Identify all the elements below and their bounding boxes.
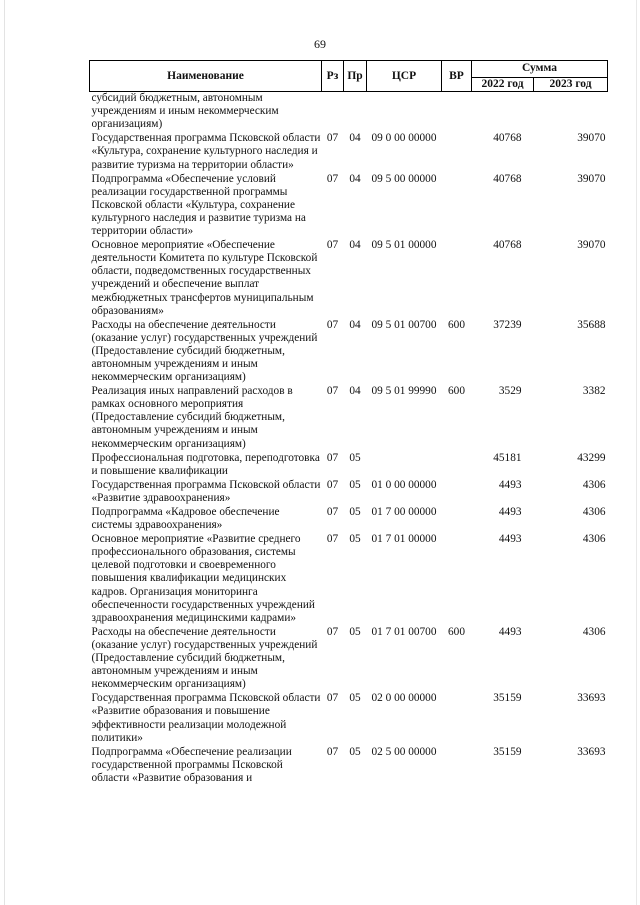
cell-y2023: 4306 [582,506,606,518]
cell-pr: 04 [349,239,361,252]
table-header [90,61,608,92]
cell-name: Государственная программа Псковской области «Развитие образования и повышение эффективности реализации молодежной политики» [91,692,321,744]
cell-rz: 07 [326,239,339,252]
cell-vr: 600 [448,385,465,398]
cell-y2023: 39070 [577,172,606,185]
cell-y2022: 4493 [498,625,522,638]
cell-csr: 02 0 00 00000 [371,692,437,705]
cell-name: субсидий бюджетным, автономным учреждениям и иным некоммерческим организациям) [91,92,279,131]
cell-y2022: 40768 [493,172,522,185]
cell-name: Расходы на обеспечение деятельности (оказание услуг) государственных учреждений (Предоставление субсидий бюджетным, автономным учреждениям и иным некоммерческим организациям) [91,625,318,691]
table-row [90,746,608,786]
scan-edge-right [636,0,637,905]
cell-y2022: 35159 [493,692,522,705]
cell-y2023: 39070 [577,239,606,252]
cell-vr [442,173,472,239]
cell-rz: 07 [326,132,339,145]
header-year-2022: 2022 год [472,78,534,92]
cell-rz: 07 [326,692,339,705]
cell-csr [367,92,442,133]
cell-vr: 600 [448,625,465,638]
cell-rz: 07 [326,172,339,185]
cell-vr: 600 [448,318,465,331]
cell-pr [344,92,367,133]
table-row [90,452,608,479]
cell-y2023: 4306 [582,478,606,491]
cell-rz: 07 [326,451,339,464]
table-row [90,132,608,172]
table-row [90,533,608,626]
cell-csr: 09 5 01 99990 [371,385,437,398]
cell-y2023: 3382 [582,385,606,398]
table-row [90,385,608,451]
cell-csr: 09 5 01 00700 [371,318,437,331]
table-row [90,626,608,692]
cell-vr [442,692,472,745]
cell-rz: 07 [326,533,339,546]
cell-name: Государственная программа Псковской области «Культура, сохранение культурного наследия и развитие туризма на территории области» [91,132,321,171]
cell-name: Подпрограмма «Обеспечение реализации государственной программы Псковской области «Развитие образования и [91,745,292,784]
table-row [90,506,608,533]
cell-y2022: 40768 [493,132,522,145]
table-row [90,239,608,319]
budget-table [89,60,608,786]
cell-y2022 [472,92,534,133]
cell-rz: 07 [326,745,339,758]
cell-pr: 05 [349,506,361,518]
cell-y2022: 40768 [493,239,522,252]
cell-csr: 01 7 01 00700 [371,625,437,638]
cell-y2022: 37239 [493,318,522,331]
cell-name: Государственная программа Псковской области «Развитие здравоохранения» [91,478,321,504]
header-vr: ВР [442,61,472,92]
cell-pr: 04 [349,132,361,145]
cell-rz: 07 [326,385,339,398]
cell-pr: 05 [349,625,361,638]
cell-y2022: 4493 [498,533,522,546]
cell-rz: 07 [326,506,339,518]
cell-y2023 [534,92,608,133]
cell-csr [367,452,442,479]
cell-name: Профессиональная подготовка, переподготовка и повышение квалификации [91,451,320,477]
header-sum: Сумма [472,61,608,78]
cell-name: Основное мероприятие «Развитие среднего профессионального образования, системы целевой подготовки и своевременного повышения квалификации медицинских кадров. Организация мониторинга обеспеченности государственных учреждений здравоохранения медицинскими кадрами» [91,533,315,624]
cell-pr: 04 [349,318,361,331]
cell-y2023: 4306 [582,625,606,638]
cell-y2023: 33693 [577,745,606,758]
cell-csr: 01 0 00 00000 [371,478,437,491]
cell-vr [442,92,472,133]
cell-vr [442,506,472,533]
budget-table-container [89,60,607,786]
cell-pr: 05 [349,692,361,705]
cell-y2023: 35688 [577,318,606,331]
cell-pr: 05 [349,478,361,491]
cell-y2022: 45181 [493,451,522,464]
cell-rz: 07 [326,478,339,491]
cell-rz: 07 [326,625,339,638]
cell-csr: 01 7 00 00000 [371,506,437,518]
cell-name: Подпрограмма «Кадровое обеспечение системы здравоохранения» [91,506,280,532]
cell-csr: 09 5 00 00000 [371,172,437,185]
table-row [90,692,608,745]
cell-vr [442,533,472,626]
header-name: Наименование [90,61,322,92]
cell-y2022: 4493 [498,478,522,491]
header-csr: ЦСР [367,61,442,92]
table-row [90,173,608,239]
scan-edge-left [4,0,5,905]
cell-vr [442,132,472,172]
cell-name: Основное мероприятие «Обеспечение деятельности Комитета по культуре Псковской области, подведомственных государственных учреждений и обеспечение выплат межбюджетных трансфертов муниципальным образованиям» [91,239,318,317]
table-row [90,92,608,133]
cell-vr [442,479,472,506]
cell-y2023: 39070 [577,132,606,145]
cell-pr: 04 [349,172,361,185]
cell-y2022: 4493 [498,506,522,518]
cell-name: Расходы на обеспечение деятельности (оказание услуг) государственных учреждений (Предоставление субсидий бюджетным, автономным учреждениям и иным некоммерческим организациям) [91,318,318,384]
cell-vr [442,452,472,479]
cell-y2023: 4306 [582,533,606,546]
table-row [90,479,608,506]
cell-y2023: 33693 [577,692,606,705]
cell-csr: 01 7 01 00000 [371,533,437,546]
cell-pr: 05 [349,533,361,546]
cell-pr: 04 [349,385,361,398]
cell-rz [322,92,344,133]
header-pr: Пр [344,61,367,92]
page-number: 69 [314,37,326,51]
cell-csr: 02 5 00 00000 [371,745,437,758]
cell-y2022: 35159 [493,745,522,758]
cell-y2022: 3529 [498,385,522,398]
cell-name: Реализация иных направлений расходов в рамках основного мероприятия (Предоставление субсидий бюджетным, автономным учреждениям и иным некоммерческим организациям) [91,385,293,450]
cell-pr: 05 [349,745,361,758]
header-year-2023: 2023 год [534,78,608,92]
table-row [90,319,608,385]
cell-csr: 09 5 01 00000 [371,239,437,252]
cell-rz: 07 [326,318,339,331]
cell-name: Подпрограмма «Обеспечение условий реализации государственной программы Псковской области «Культура, сохранение культурного наследия и развитие туризма на территории области» [91,172,306,238]
header-rz: Рз [322,61,344,92]
cell-vr [442,746,472,786]
cell-pr: 05 [349,451,361,464]
table-body [90,92,608,786]
cell-csr: 09 0 00 00000 [371,132,437,145]
cell-y2023: 43299 [577,451,606,464]
cell-vr [442,239,472,319]
